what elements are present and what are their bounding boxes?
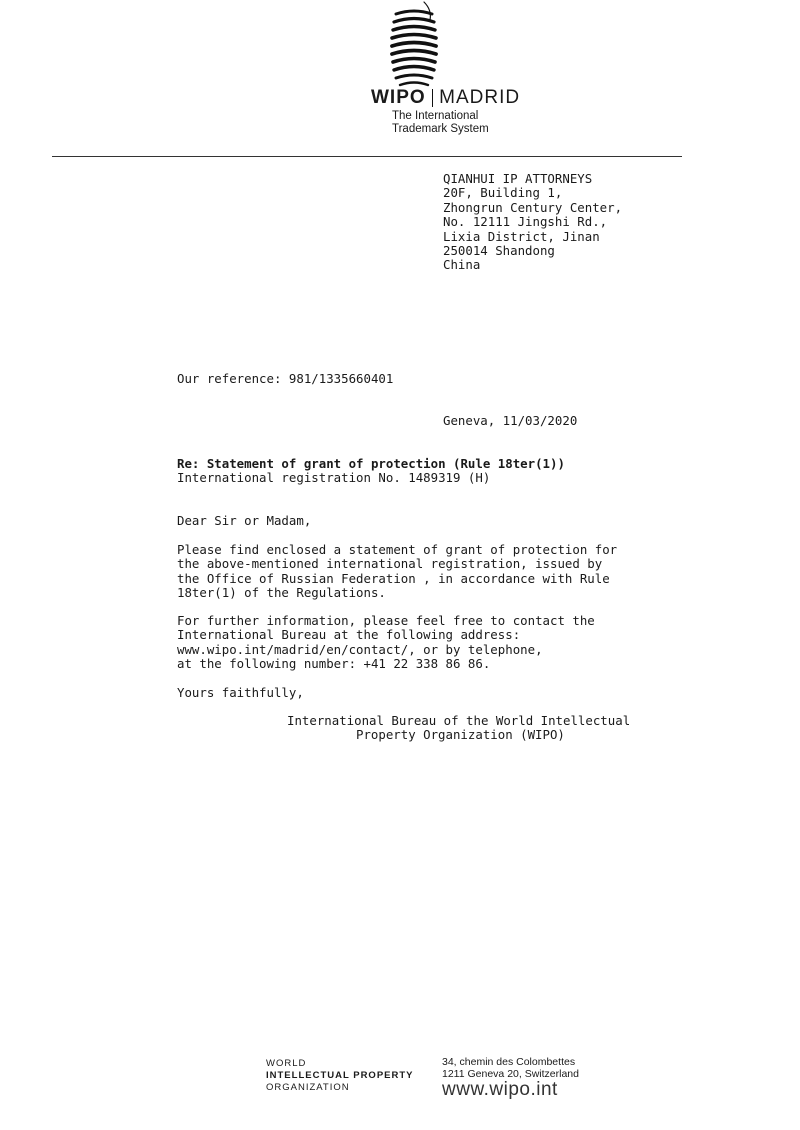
paragraph-line: the Office of Russian Federation , in accordance with Rule: [177, 570, 610, 586]
footer-organization: [266, 1058, 414, 1094]
footer-website-link[interactable]: www.wipo.int: [442, 1079, 558, 1100]
logo-wordmark: [371, 88, 520, 108]
address-line: 20F, Building 1,: [443, 185, 563, 201]
signature-block: [287, 714, 630, 743]
address-line: 250014 Shandong: [443, 243, 555, 259]
recipient-address: [443, 172, 622, 273]
closing: Yours faithfully,: [177, 685, 304, 700]
logo-wipo-text: WIPO: [371, 87, 426, 108]
registration-number: International registration No. 1489319 (H): [177, 470, 491, 486]
paragraph-line: www.wipo.int/madrid/en/contact/, or by telephone,: [177, 641, 543, 657]
logo-divider: [432, 89, 434, 107]
subject-block: [177, 457, 565, 486]
address-line: Zhongrun Century Center,: [443, 199, 623, 215]
paragraph-line: 18ter(1) of the Regulations.: [177, 585, 386, 601]
paragraph-line: For further information, please feel free to contact the: [177, 613, 595, 628]
logo-madrid-text: MADRID: [439, 87, 521, 108]
footer-org-line3: ORGANIZATION: [266, 1082, 350, 1093]
paragraph-line: International Bureau at the following address:: [177, 627, 521, 643]
subject-title: Re: Statement of grant of protection (Rule 18ter(1)): [177, 456, 565, 471]
paragraph-line: at the following number: +41 22 338 86 86.: [177, 656, 491, 672]
wipo-globe-logo-icon: [386, 0, 438, 90]
paragraph-line: Please find enclosed a statement of grant of protection for: [177, 542, 618, 557]
address-line: QIANHUI IP ATTORNEYS: [443, 171, 593, 186]
signature-line1: International Bureau of the World Intellectual: [287, 713, 631, 728]
our-reference: Our reference: 981/1335660401: [177, 371, 394, 386]
place-date: Geneva, 11/03/2020: [443, 413, 578, 428]
footer-org-line2: INTELLECTUAL PROPERTY: [266, 1070, 414, 1081]
footer-address-line2: 1211 Geneva 20, Switzerland: [442, 1067, 579, 1080]
footer-address-line1: 34, chemin des Colombettes: [442, 1056, 576, 1068]
footer-org-line1: WORLD: [266, 1058, 307, 1069]
logo-subtitle-line1: The International: [392, 110, 479, 122]
footer-address: [442, 1057, 579, 1080]
address-line: Lixia District, Jinan: [443, 228, 600, 244]
body-paragraph-1: [177, 543, 617, 601]
salutation: Dear Sir or Madam,: [177, 513, 312, 528]
signature-line2: Property Organization (WIPO): [356, 727, 565, 743]
address-line: No. 12111 Jingshi Rd.,: [443, 214, 608, 230]
body-paragraph-2: [177, 614, 595, 672]
paragraph-line: the above-mentioned international registration, issued by: [177, 556, 603, 572]
address-line: China: [443, 257, 481, 273]
header-divider: [52, 156, 682, 157]
logo-subtitle-line2: Trademark System: [392, 123, 489, 135]
